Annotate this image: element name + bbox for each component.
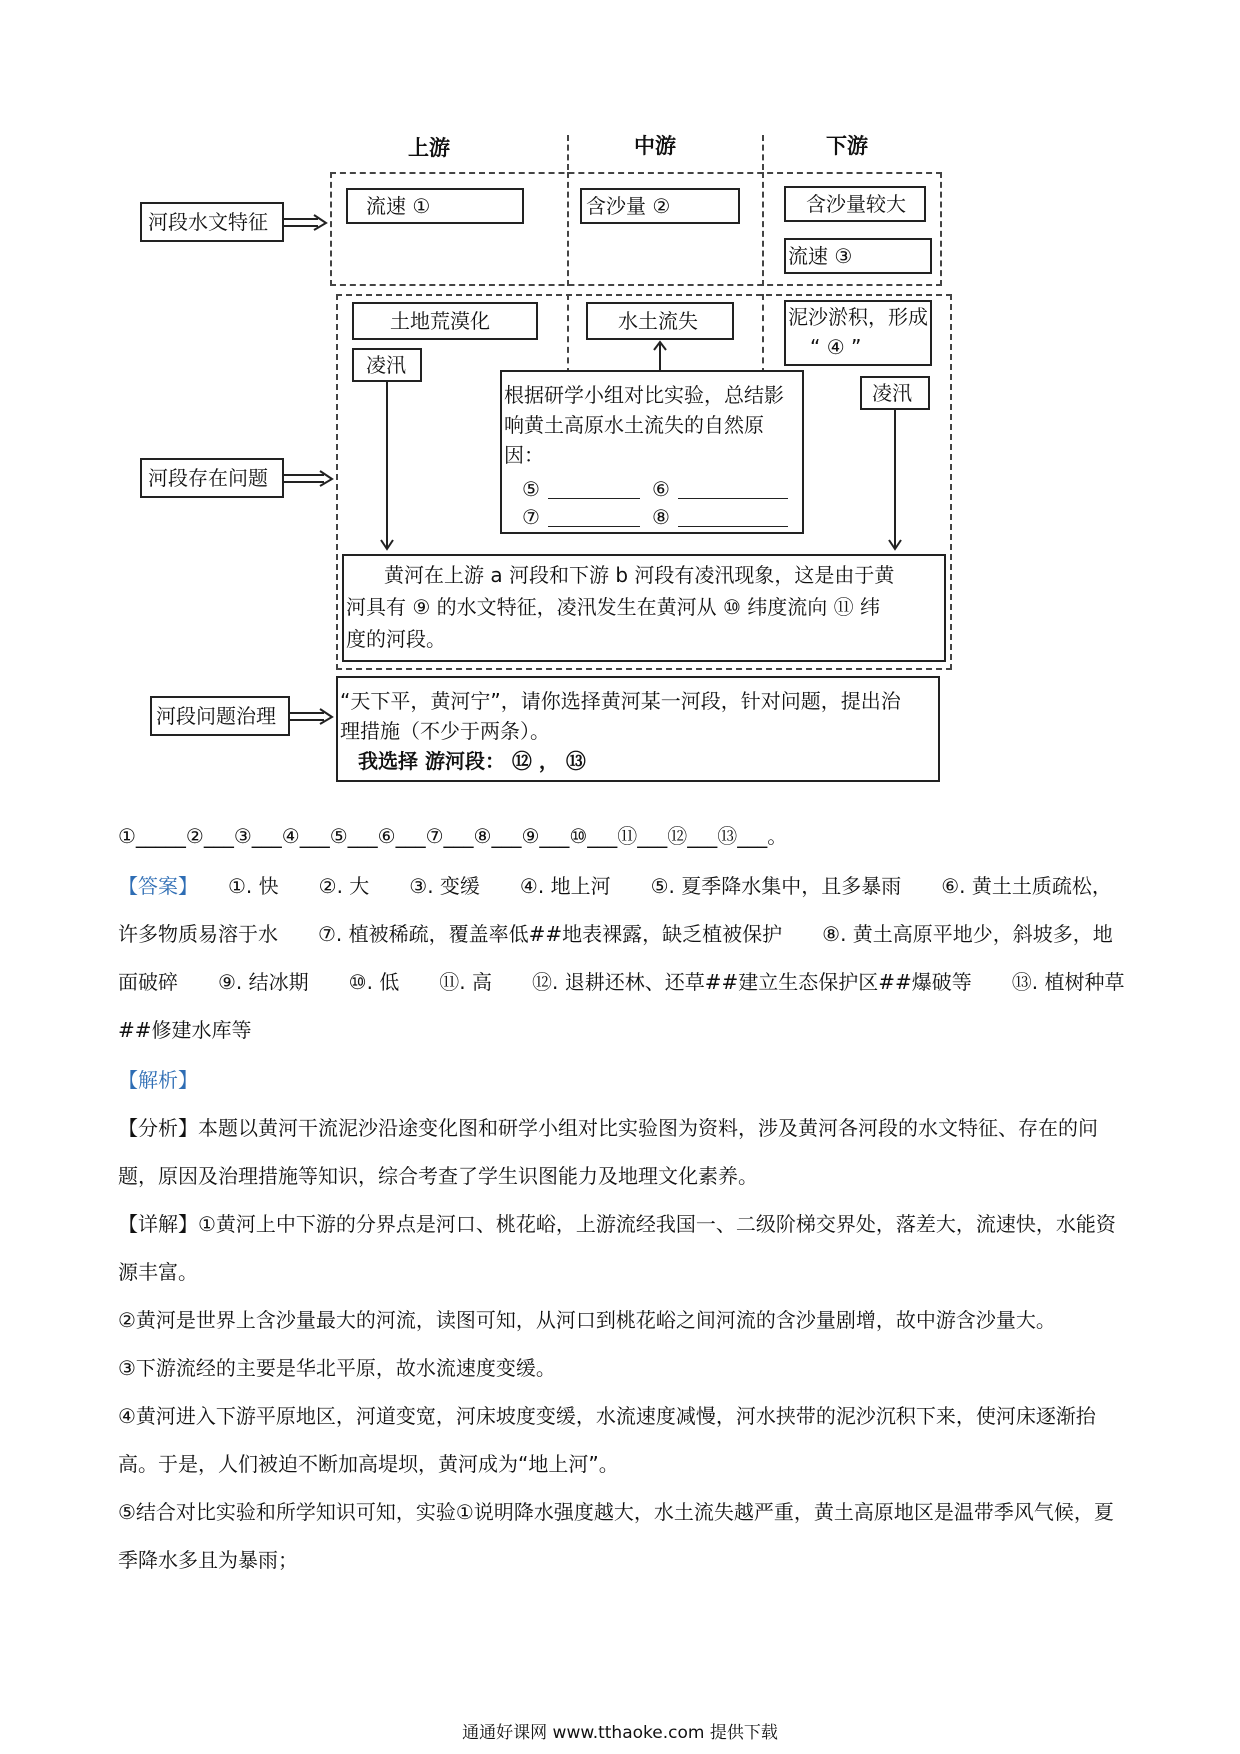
- answer-text: ①. 快 ②. 大 ③. 变缓 ④. 地上河 ⑤. 夏季降水集中，且多暴雨 ⑥. 黄土土质疏松，许多物质易溶于水 ⑦. 植被稀疏，覆盖率低##地表裸露，缺乏植被保护 ⑧. 黄土高原平地少，斜坡多，地面破碎 ⑨. 结冰期 ⑩. 低 ⑪. 高 ⑫. 退耕还林、还草##建立生态保护区##爆破等 ⑬. 植树种草##修建水库等: [118, 874, 1125, 1042]
- row-label-governance: 河段问题治理: [150, 696, 290, 736]
- row-label-problems: 河段存在问题: [140, 458, 284, 498]
- lower-silt-box: 泥沙淤积，形成 “ ④ ”: [784, 300, 932, 366]
- separator-line: [762, 172, 764, 286]
- middle-erosion-box: 水土流失: [586, 302, 734, 340]
- analysis-detail-5: ⑤结合对比实验和所学知识可知，实验①说明降水强度越大，水土流失越严重，黄土高原地区是温带季风气候，夏季降水多且为暴雨；: [118, 1500, 1114, 1572]
- header-middle: 中游: [634, 134, 676, 158]
- blanks-line: ①_____②___③___④___⑤___⑥___⑦___⑧___⑨___⑩___⑪___⑫___⑬___。: [118, 824, 788, 848]
- ice-explanation-box: 黄河在上游 a 河段和下游 b 河段有凌汛现象，这是由于黄 河具有 ⑨ 的水文特征，凌汛发生在黄河从 ⑩ 纬度流向 ⑪ 纬 度的河段。: [342, 554, 946, 662]
- row-label-hydro: 河段水文特征: [140, 202, 284, 242]
- answer-block: [118, 862, 1128, 1054]
- upper-desert-box: 土地荒漠化: [352, 302, 538, 340]
- analysis-detail-2: ②黄河是世界上含沙量最大的河流，读图可知，从河口到桃花峪之间河流的含沙量剧增，故中游含沙量大。: [118, 1308, 1056, 1332]
- analysis-detail-4: ④黄河进入下游平原地区，河道变宽，河床坡度变缓，水流速度减慢，河水挟带的泥沙沉积下来，使河床逐渐抬高。于是，人们被迫不断加高堤坝，黄河成为“地上河”。: [118, 1404, 1096, 1476]
- yellow-river-diagram: [0, 0, 1240, 800]
- arrow-right-icon: [290, 708, 336, 726]
- separator-line: [762, 294, 764, 374]
- analysis-label: 【解析】: [118, 1068, 198, 1092]
- answer-label: 【答案】: [118, 874, 198, 898]
- answer-blank: [548, 526, 640, 527]
- arrow-right-icon: [284, 214, 330, 232]
- analysis-detail-1: 【详解】①黄河上中下游的分界点是河口、桃花峪，上游流经我国一、二级阶梯交界处，落差大，流速快，水能资源丰富。: [118, 1212, 1116, 1284]
- lower-ice-box: 凌汛: [860, 376, 930, 410]
- upper-ice-box: 凌汛: [352, 348, 422, 382]
- header-upper: 上游: [408, 136, 450, 160]
- answer-blank: [678, 526, 788, 527]
- lower-sand-box: 含沙量较大: [784, 186, 926, 222]
- arrow-down-icon: [378, 382, 396, 552]
- separator-line: [567, 135, 569, 170]
- upper-flow-box: 流速 ①: [346, 188, 524, 224]
- separator-line: [567, 294, 569, 374]
- analysis-summary: 【分析】本题以黄河干流泥沙沿途变化图和研学小组对比实验图为资料，涉及黄河各河段的水文特征、存在的问题，原因及治理措施等知识，综合考查了学生识图能力及地理文化素养。: [118, 1116, 1098, 1188]
- answer-blank: [678, 498, 788, 499]
- page-footer: 通通好课网 www.tthaoke.com 提供下载: [462, 1723, 778, 1743]
- header-lower: 下游: [826, 134, 868, 158]
- separator-line: [567, 172, 569, 286]
- middle-sand-box: 含沙量 ②: [580, 188, 740, 224]
- analysis-detail-3: ③下游流经的主要是华北平原，故水流速度变缓。: [118, 1356, 556, 1380]
- governance-box: “天下平，黄河宁”，请你选择黄河某一河段，针对问题，提出治 理措施（不少于两条）。 我选择 游河段： ⑫ ， ⑬: [336, 676, 940, 782]
- arrow-right-icon: [284, 470, 336, 488]
- arrow-down-icon: [886, 410, 904, 552]
- arrow-up-icon: [651, 340, 669, 374]
- experiment-box: 根据研学小组对比实验，总结影 响黄土高原水土流失的自然原 因： ⑤ ⑥ ⑦ ⑧: [500, 370, 804, 534]
- lower-flow-box: 流速 ③: [784, 238, 932, 274]
- answer-blank: [548, 498, 640, 499]
- separator-line: [762, 135, 764, 170]
